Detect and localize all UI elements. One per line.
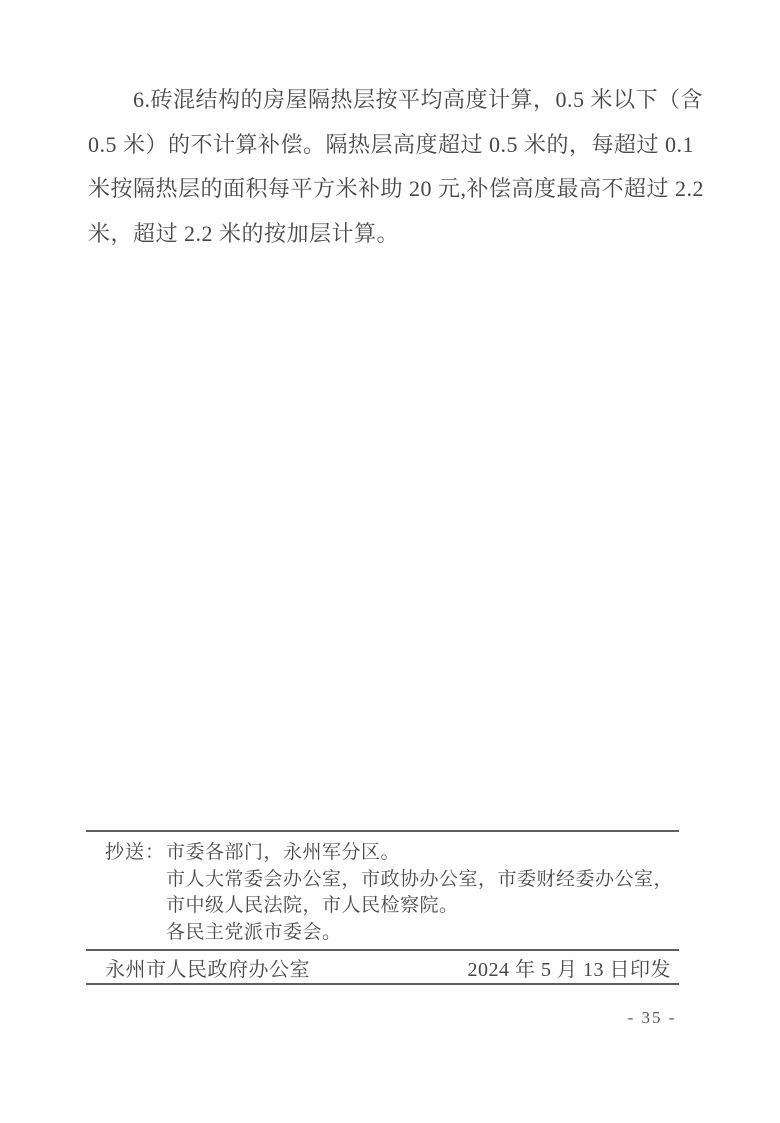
issuing-office: 永州市人民政府办公室: [105, 958, 310, 981]
imprint-row: [86, 951, 679, 983]
cc-line: 市人大常委会办公室，市政协办公室，市委财经委办公室，: [166, 868, 674, 890]
body-line: 6.砖混结构的房屋隔热层按平均高度计算，0.5 米以下（含: [133, 87, 704, 112]
imprint-bottom-rule: [86, 983, 679, 985]
body-line: 米，超过 2.2 米的按加层计算。: [88, 220, 400, 246]
cc-top-rule: [86, 830, 679, 832]
cc-list: [166, 840, 681, 946]
cc-line: 各民主党派市委会。: [166, 921, 342, 943]
cc-line: 市委各部门，永州军分区。: [166, 842, 401, 863]
body-line: 米按隔热层的面积每平方米补助 20 元,补偿高度最高不超过 2.2: [88, 176, 705, 201]
body-paragraph: [88, 78, 705, 256]
page-number: - 35 -: [627, 1008, 677, 1027]
cc-label: 抄送：: [105, 842, 166, 863]
cc-line: 市中级人民法院，市人民检察院。: [166, 895, 459, 916]
print-date: 2024 年 5 月 13 日印发: [467, 958, 671, 981]
body-line: 0.5 米）的不计算补偿。隔热层高度超过 0.5 米的，每超过 0.1: [88, 131, 695, 157]
